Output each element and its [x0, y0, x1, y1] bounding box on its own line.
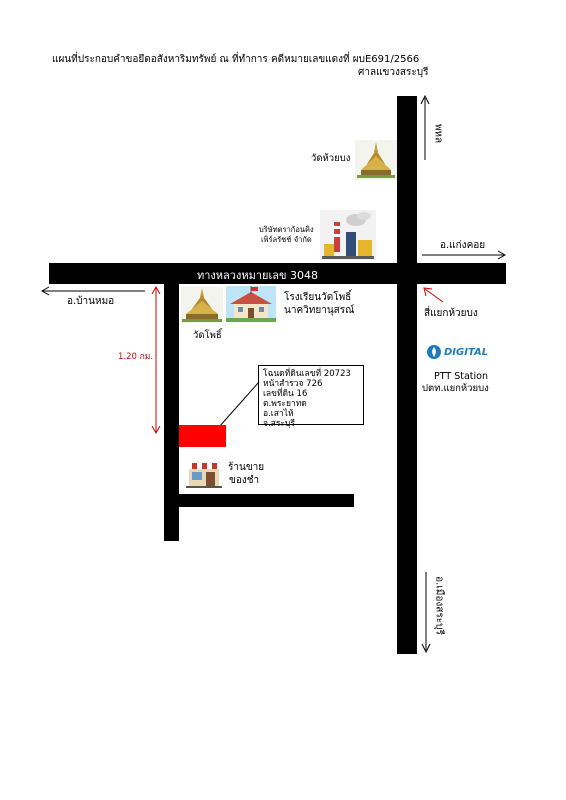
temple-icon [355, 140, 397, 180]
mueang-saraburi-label: อ.เมืองสระบุรี [433, 576, 445, 635]
distance-label: 1.20 กม. [118, 352, 154, 362]
shop-icon [186, 460, 222, 488]
district: อ.เสาไห้ [263, 409, 294, 419]
school-label-line2: นาควิทยานุสรณ์ [284, 305, 355, 316]
kaeng-khoi-arrow [420, 250, 510, 260]
school-icon [226, 286, 276, 322]
shop-label-line1: ร้านขาย [228, 462, 265, 473]
ptt-brand-text: DIGITAL [444, 347, 489, 358]
kaeng-khoi-label: อ.แก่งคอย [440, 240, 486, 251]
road-3048 [49, 263, 506, 284]
wat-pho-label: วัดโพธิ์ [193, 330, 222, 341]
highway-1-label: ถนนพหลโยธิน หมายเลข 1 [401, 294, 413, 411]
map-title: แผนที่ประกอบคำขอยึดอสังหาริมทรัพย์ ณ ที่ทำการ คดีหมายเลขแดงที่ ผบE691/2566 [52, 54, 420, 65]
wat-huai-bong-label: วัดห้วยบง [311, 153, 351, 164]
wat-pho-temple-icon [181, 287, 223, 323]
ban-mo-label: อ.บ้านหมอ [67, 296, 115, 307]
factory-icon [320, 210, 376, 260]
land-number: เลขที่ดิน 16 [263, 389, 308, 399]
ptt-station-label: PTT Station [434, 371, 488, 382]
title-deed: โฉนดที่ดินเลขที่ 20723 [263, 369, 351, 379]
province: จ.สระบุรี [263, 419, 295, 429]
property-info-box [258, 365, 364, 429]
ptt-logo [426, 344, 489, 362]
ptt-flame-icon [426, 344, 442, 360]
factory-label-line2: เพิร์ลรัชช์ จำกัด [261, 235, 312, 244]
road-side-horizontal [179, 494, 354, 507]
intersection-arrow [421, 286, 451, 306]
road-3048-label: ทางหลวงหมายเลข 3048 [197, 269, 318, 282]
intersection-label: สี่แยกห้วยบง [424, 308, 478, 319]
factory-label-line1: บริษัทตราก้อนคิง [259, 225, 314, 234]
court-name: ศาลแขวงสระบุรี [358, 67, 429, 78]
shop-label-line2: ของชำ [229, 475, 260, 486]
school-label-line1: โรงเรียนวัดโพธิ์ [284, 292, 352, 303]
ptt-station-name: ปตท.แยกห้วยบง [422, 383, 489, 394]
survey-page: หน้าสำรวจ 726 [263, 379, 323, 389]
subdistrict: ต.พระยาทด [263, 399, 307, 409]
ban-mo-arrow [40, 285, 150, 297]
road-side-vertical [164, 284, 179, 541]
north-direction-label: พหล [432, 123, 444, 144]
property-marker [179, 425, 226, 447]
